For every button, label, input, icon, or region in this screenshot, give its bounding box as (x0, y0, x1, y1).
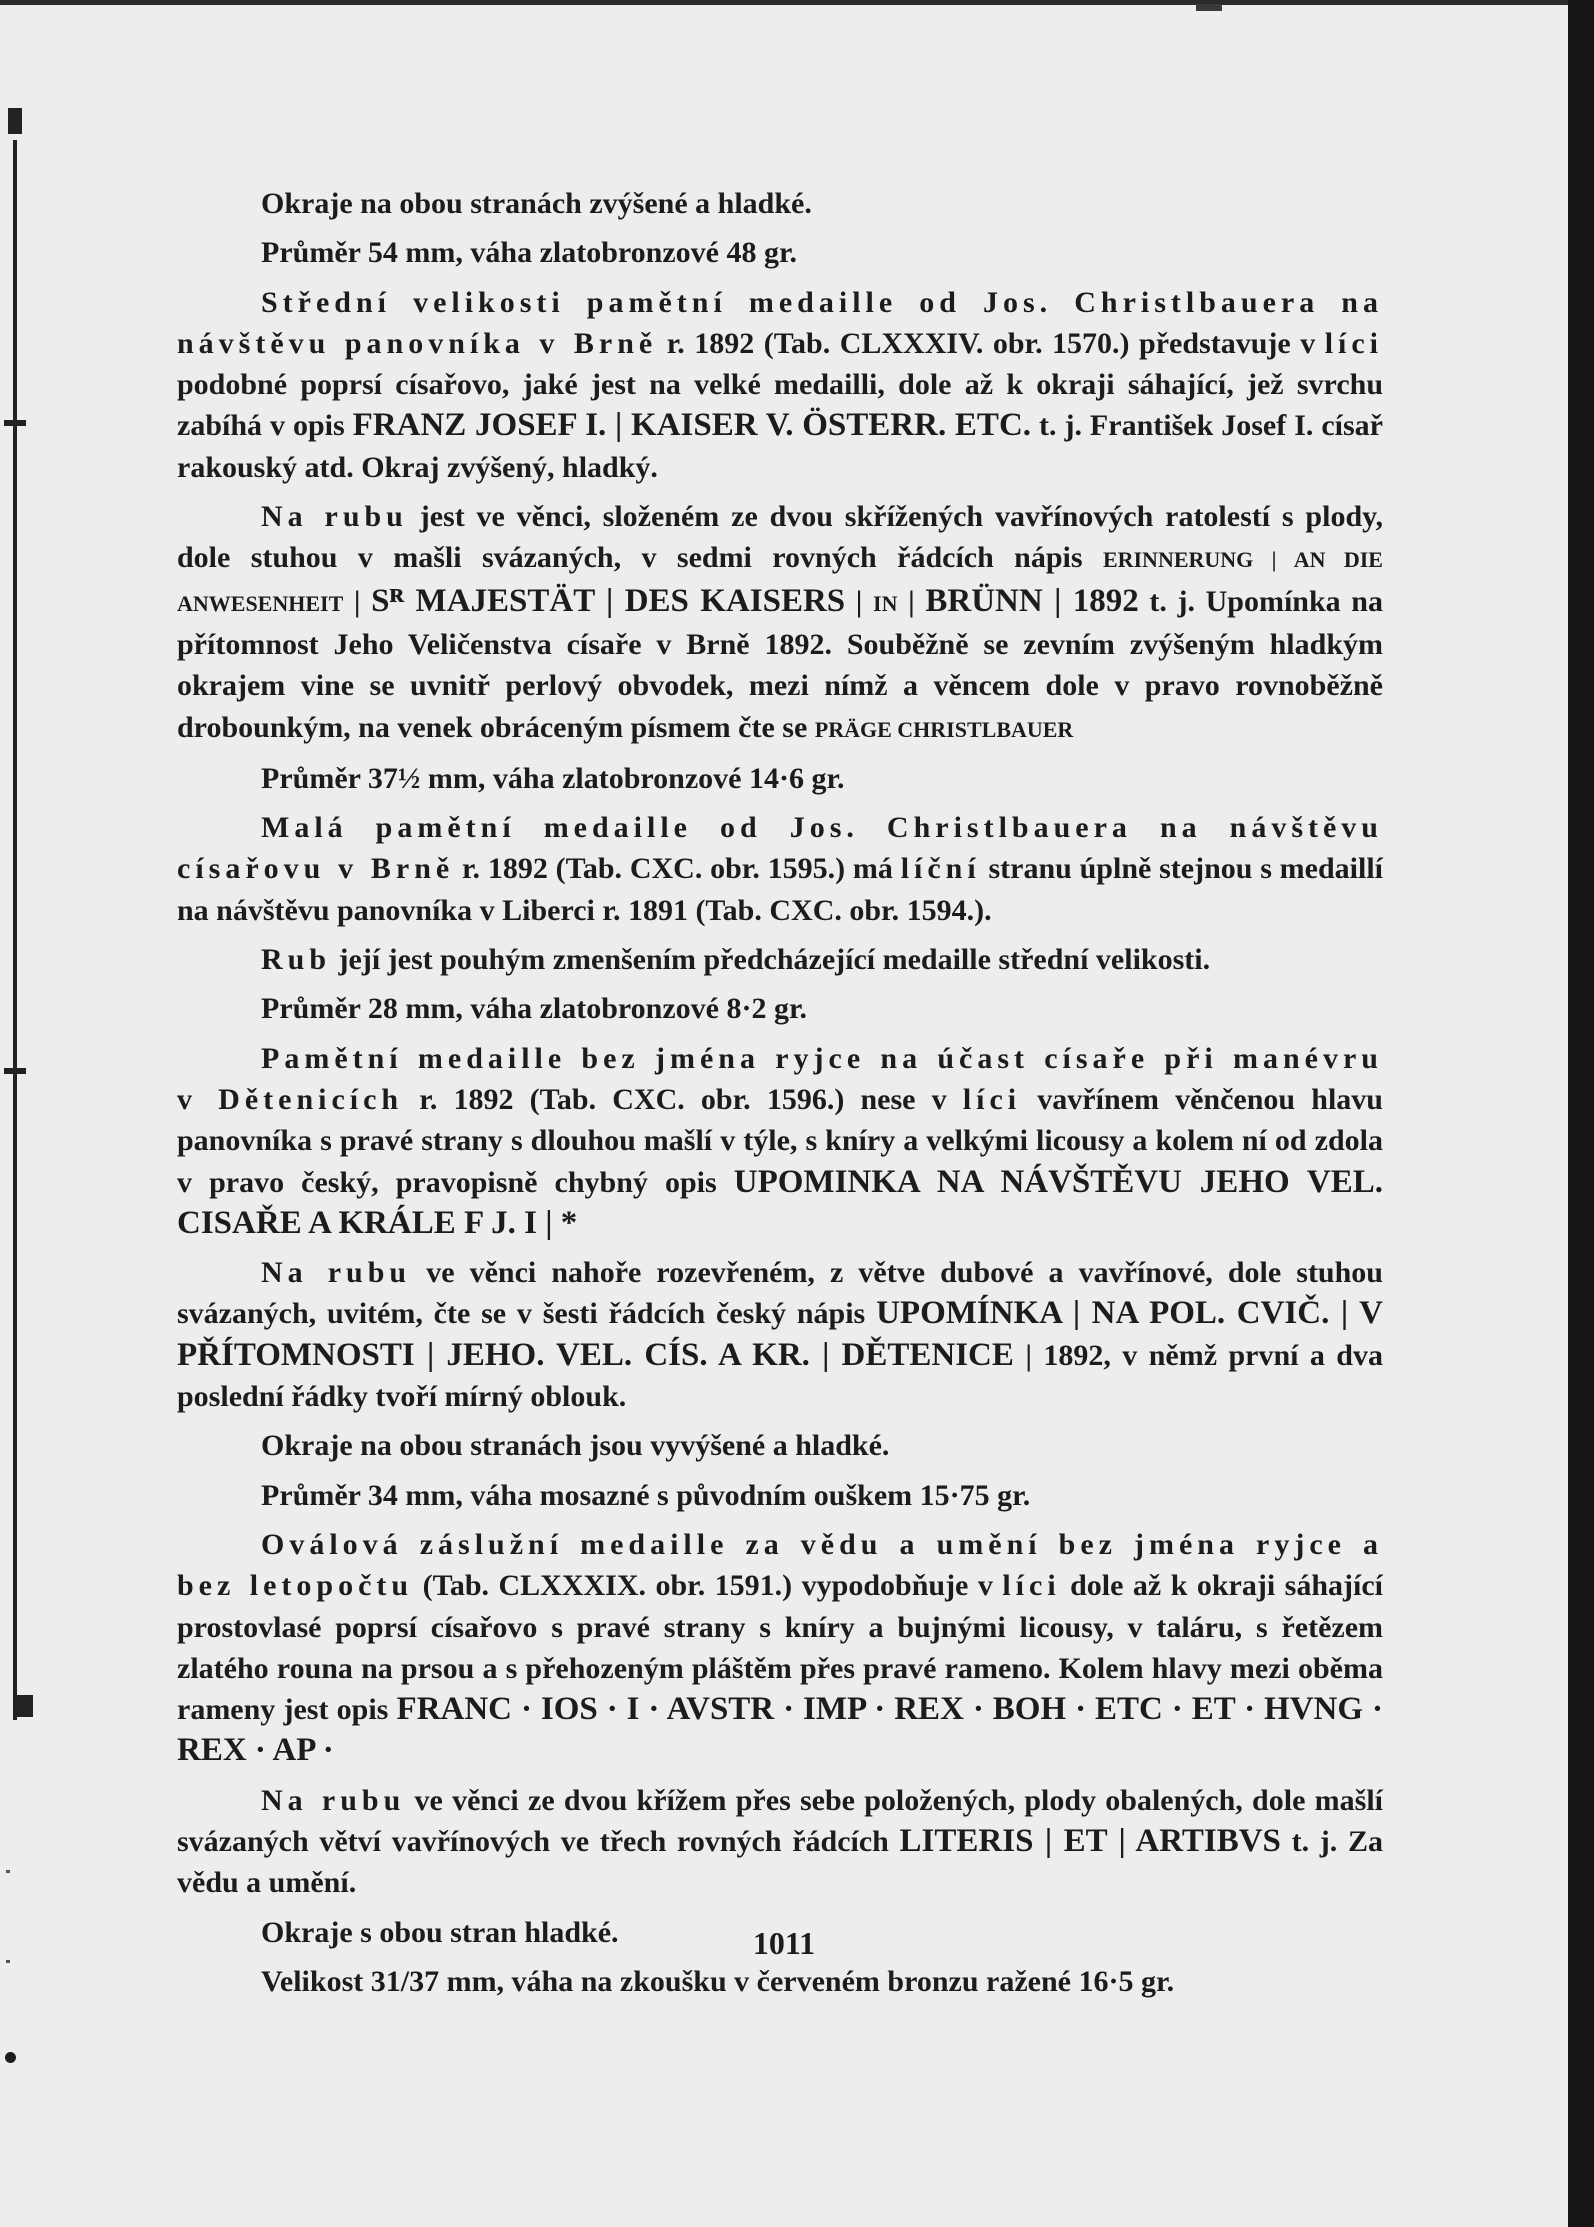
spaced-text: líční (900, 852, 981, 886)
paragraph-text: r. 1892 (Tab. CXC. obr. 1596.) nese v (403, 1082, 963, 1116)
paragraph-p4 (177, 496, 1383, 750)
paragraph-text: | (897, 584, 926, 618)
caps-inscription: FRANZ JOSEF I. | KAISER V. ÖSTERR. ETC. (352, 407, 1032, 444)
paragraph-text: její jest pouhým zmenšením předcházející medaille střední velikosti. (331, 943, 1211, 977)
binding-mark-top (8, 108, 22, 134)
caps-inscription: UPOMINKA NA NÁVŠTĚVU JEHO VEL. CISAŘE A KRÁLE F J. I | * (177, 1163, 1383, 1241)
paragraph-text: t. j. Za vědu a umění. (177, 1824, 1383, 1900)
spaced-text: Rub (261, 943, 332, 977)
page-top-edge (0, 0, 1594, 5)
paragraph-text: Průměr 28 mm, váha zlatobronzové 8·2 gr. (261, 992, 808, 1026)
scan-right-border (1568, 0, 1594, 2227)
paragraph-p1 (177, 183, 1383, 224)
paragraph-p11 (177, 1425, 1383, 1466)
caps-inscription: IN (873, 590, 898, 616)
paragraph-p13 (177, 1524, 1383, 1772)
paragraph-text: Velikost 31/37 mm, váha na zkoušku v červeném bronzu ražené 16·5 gr. (261, 1964, 1175, 1998)
paragraph-text: Průměr 34 mm, váha mosazné s původním ouškem 15·75 gr. (261, 1478, 1031, 1512)
paragraph-text: | (343, 584, 372, 618)
spaced-text: Na rubu (261, 1256, 412, 1290)
caps-inscription: PRÄGE CHRISTLBAUER (814, 716, 1074, 742)
paragraph-p10 (177, 1252, 1383, 1417)
caps-inscription: ERINNERUNG | AN DIE ANWESENHEIT (177, 547, 1383, 616)
paragraph-text: | 1892, v němž první a dva poslední řádky tvoří mírný oblouk. (177, 1338, 1383, 1414)
paragraph-p16 (177, 1961, 1383, 2002)
margin-dot (5, 2052, 16, 2063)
paragraph-text: podobné poprsí císařovo, jaké jest na velké medailli, dole až k okraji sáhající, jež svrchu zabíhá v opis (177, 368, 1383, 443)
paragraph-text: jest ve věnci, složeném ze dvou skřížených vavřínových ratolestí s plody, dole stuhou v mašli svázaných, v sedmi rovných řádcích nápis (177, 500, 1383, 575)
page-number: 1011 (752, 1925, 816, 1961)
paragraph-p2 (177, 232, 1383, 273)
spaced-text: Pamětní medaille bez jména ryjce na účast císaře při manévru v Dětenicích (177, 1041, 1383, 1116)
paragraph-p8 (177, 988, 1383, 1029)
paragraph-text: | (845, 584, 874, 618)
paragraph-text: r. 1892 (Tab. CXC. obr. 1595.) má (454, 852, 901, 886)
caps-inscription: BRÜNN | 1892 (925, 582, 1139, 619)
paragraph-text: stranu úplně stejnou s medaillí na návštěvu panovníka v Liberci r. 1891 (Tab. CXC. obr. 1594.). (177, 852, 1384, 927)
paragraph-p12 (177, 1475, 1383, 1516)
spaced-text: líci (1324, 326, 1384, 360)
binding-spine-line (13, 140, 17, 1720)
caps-inscription: Sᴿ MAJESTÄT | DES KAISERS (371, 582, 846, 619)
paragraph-p5 (177, 758, 1383, 799)
margin-speck (6, 1870, 10, 1873)
paragraph-text: dole až k okraji sáhající prostovlasé poprsí císařovo s pravé strany s kníry a bujnými licousy, v taláru, s řetězem zlatého rouna na prsou a s přehozeným pláštěm přes pravé rameno. Kolem hlavy mezi oběma rameny jest opis (177, 1569, 1384, 1727)
spaced-text: Oválová záslužní medaille za vědu a umění bez jména ryjce a bez letopočtu (177, 1527, 1383, 1603)
caps-inscription: UPOMÍNKA | NA POL. CVIČ. | V PŘÍTOMNOSTI | JEHO. VEL. CÍS. A KR. | DĚTENICE (177, 1295, 1383, 1373)
spaced-text: líci (1002, 1569, 1061, 1603)
spaced-text: Na rubu (261, 500, 408, 534)
binding-tick (4, 420, 26, 426)
paragraph-text: ve věnci nahoře rozevřeném, z větve dubové a vavřínové, dole stuhou svázaných, uvitém, čte se v šesti řádcích český nápis (177, 1256, 1383, 1331)
binding-mark-bottom (13, 1695, 33, 1717)
caps-inscription: LITERIS | ET | ARTIBVS (899, 1822, 1281, 1859)
paragraph-p3 (177, 282, 1383, 488)
paragraph-text: Průměr 37½ mm, váha zlatobronzové 14·6 gr. (261, 761, 845, 795)
paragraph-p9 (177, 1038, 1383, 1244)
page-text-body (177, 183, 1383, 2010)
spaced-text: Střední velikosti pamětní medaille od Jos. Christlbauera na návštěvu panovníka v Brně (177, 285, 1383, 360)
paragraph-p7 (177, 939, 1383, 980)
page-top-mark (1196, 4, 1222, 11)
paragraph-p6 (177, 807, 1383, 931)
spaced-text: Malá pamětní medaille od Jos. Christlbauera na návštěvu císařovu v Brně (177, 811, 1383, 886)
paragraph-text: vavřínem věnčenou hlavu panovníka s pravé strany s dlouhou mašlí v týle, s kníry a velkými licousy a kolem ní od zdola v pravo český, pravopisně chybný opis (177, 1082, 1383, 1199)
paragraph-text: Okraje na obou stranách zvýšené a hladké. (261, 187, 812, 220)
paragraph-text: Průměr 54 mm, váha zlatobronzové 48 gr. (261, 236, 798, 270)
caps-inscription: FRANC · IOS · I · AVSTR · IMP · REX · BOH · ETC · ET · HVNG · REX · AP · (177, 1691, 1383, 1769)
paragraph-text: t. j. Upomínka na přítomnost Jeho Veličenstva císaře v Brně 1892. Souběžně se zevním zvýšeným hladkým okrajem vine se uvnitř perlový obvodek, mezi nímž a věncem dole v pravo rovnoběžně drobounkým, na venek obráceným písmem čte se (177, 584, 1383, 744)
paragraph-text: Okraje na obou stranách jsou vyvýšené a hladké. (261, 1429, 890, 1463)
paragraph-text: Okraje s obou stran hladké. (261, 1915, 619, 1949)
paragraph-text: (Tab. CLXXXIX. obr. 1591.) vypodobňuje v (413, 1569, 1003, 1603)
spaced-text: líci (962, 1082, 1022, 1116)
paragraph-text: ve věnci ze dvou křížem přes sebe položených, plody obalených, dole mašlí svázaných větví vavřínových ve třech rovných řádcích (177, 1783, 1383, 1858)
paragraph-text: t. j. František Josef I. císař rakouský atd. Okraj zvýšený, hladký. (177, 409, 1383, 484)
paragraph-text: r. 1892 (Tab. CLXXXIV. obr. 1570.) představuje v (657, 326, 1325, 360)
binding-tick (4, 1068, 26, 1074)
spaced-text: Na rubu (261, 1783, 406, 1817)
paragraph-p14 (177, 1780, 1383, 1904)
